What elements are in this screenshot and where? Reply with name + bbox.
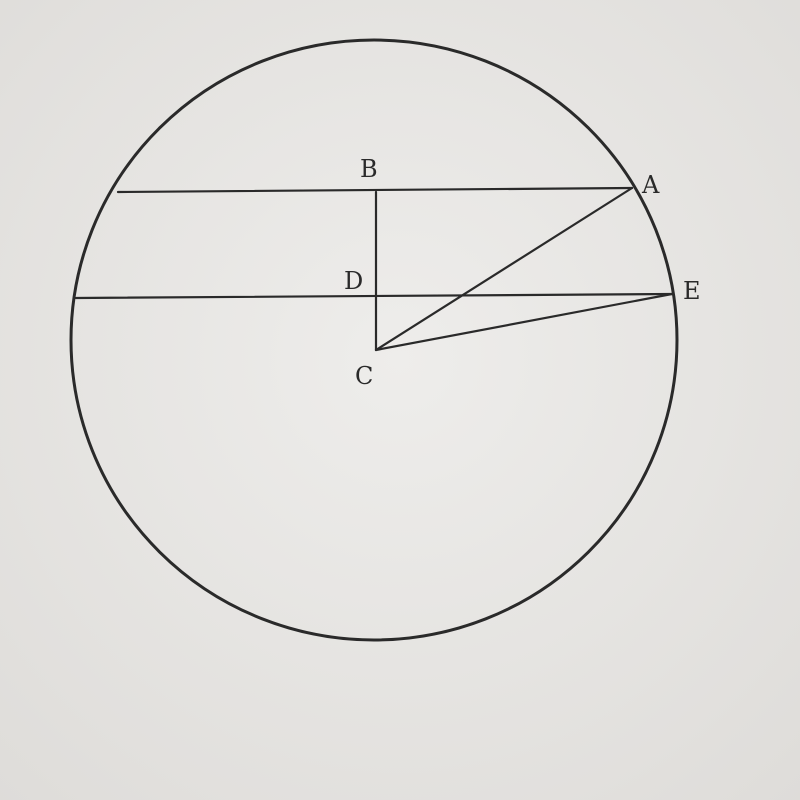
label-e: E bbox=[683, 277, 701, 305]
label-c: C bbox=[355, 362, 374, 390]
label-b: B bbox=[360, 155, 378, 183]
label-a: A bbox=[642, 171, 660, 199]
label-d: D bbox=[344, 267, 364, 295]
